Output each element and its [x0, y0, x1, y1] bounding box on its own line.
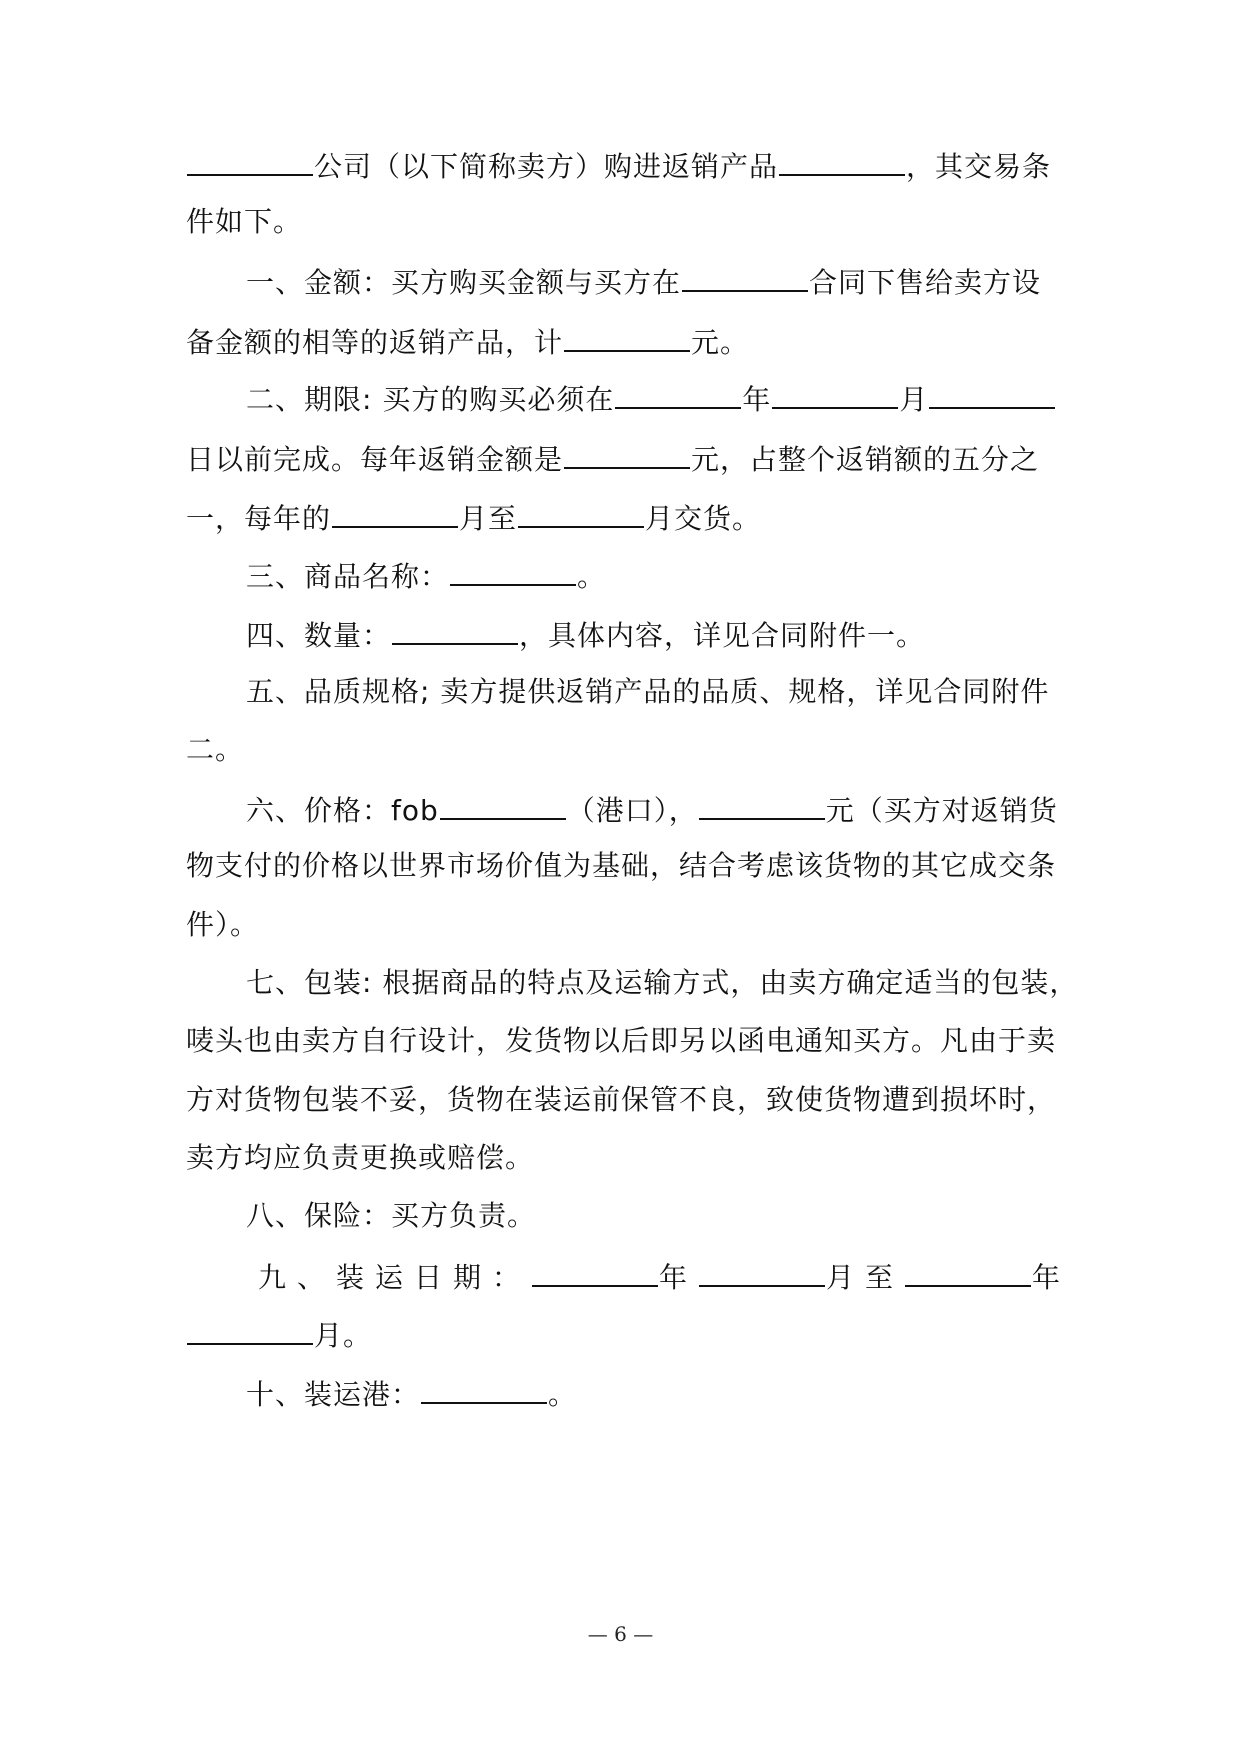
text-line-8	[246, 554, 1046, 597]
line-text: 二。	[186, 733, 245, 766]
line-text: 十、装运港：	[246, 1378, 421, 1411]
text-line-17	[186, 1080, 1057, 1120]
fill-blank[interactable]	[421, 1372, 547, 1404]
text-line-11	[186, 730, 1046, 770]
line-text: 一、金额：买方购买金额与买方在	[246, 266, 682, 299]
fill-blank[interactable]	[564, 437, 690, 469]
text-line-15	[246, 963, 1079, 1003]
line-text: 月	[899, 383, 929, 416]
fill-blank[interactable]	[772, 377, 898, 409]
text-line-10	[246, 672, 1050, 712]
line-text: 三、商品名称：	[246, 560, 450, 593]
line-text: 年	[742, 383, 772, 416]
line-text: 。	[577, 560, 607, 593]
line-text: 四、数量：	[246, 619, 392, 652]
text-line-12	[246, 788, 1058, 831]
line-text: 二、期限: 买方的购买必须在	[246, 383, 615, 416]
fill-blank[interactable]	[332, 496, 458, 528]
text-line-4	[186, 320, 1046, 363]
text-line-1	[186, 144, 1052, 187]
fill-blank[interactable]	[929, 377, 1055, 409]
line-text: 八、保险：买方负责。	[246, 1199, 537, 1232]
text-line-7	[186, 496, 1046, 539]
line-text: 六、价格：fob	[246, 794, 439, 827]
text-line-14	[186, 905, 1046, 945]
text-line-3	[246, 260, 1046, 303]
line-text: 五、品质规格; 卖方提供返销产品的品质、规格，详见合同附件	[246, 675, 1050, 708]
line-text: 件）。	[186, 908, 260, 941]
text-line-9	[246, 613, 1046, 656]
line-text: 月。	[314, 1319, 373, 1352]
fill-blank[interactable]	[392, 613, 518, 645]
page-number: — 6 —	[587, 1622, 654, 1646]
line-text: 月交货。	[645, 502, 762, 535]
line-text: 物支付的价格以世界市场价值为基础，结合考虑该货物的其它成交条	[186, 849, 1057, 882]
text-line-18	[186, 1138, 1046, 1178]
fill-blank[interactable]	[440, 788, 566, 820]
line-text: 元，占整个返销额的五分之	[691, 443, 1040, 476]
text-line-20	[258, 1255, 1072, 1298]
line-text: 备金额的相等的返销产品，计	[186, 326, 564, 359]
line-text: 年	[1032, 1261, 1072, 1294]
fill-blank[interactable]	[532, 1255, 658, 1287]
line-text: 。	[548, 1378, 578, 1411]
line-text: 九、装运日期：	[258, 1261, 532, 1294]
fill-blank[interactable]	[450, 554, 576, 586]
fill-blank[interactable]	[682, 260, 808, 292]
line-text: 元（买方对返销货	[825, 794, 1058, 827]
line-text: ，其交易条	[906, 150, 1052, 183]
text-line-2	[186, 202, 1046, 242]
line-text: 一，每年的	[186, 502, 332, 535]
line-text: 日以前完成。每年返销金额是	[186, 443, 564, 476]
line-text: 年	[659, 1261, 699, 1294]
fill-blank[interactable]	[905, 1255, 1031, 1287]
line-text: ，具体内容，详见合同附件一。	[519, 619, 926, 652]
fill-blank[interactable]	[518, 496, 644, 528]
fill-blank[interactable]	[187, 144, 313, 176]
line-text: 月至	[826, 1261, 905, 1294]
fill-blank[interactable]	[187, 1313, 313, 1345]
line-text: 元。	[691, 326, 750, 359]
line-text: 唛头也由卖方自行设计，发货物以后即另以函电通知买方。凡由于卖	[186, 1024, 1057, 1057]
line-text: 卖方均应负责更换或赔偿。	[186, 1141, 535, 1174]
text-line-13	[186, 846, 1057, 886]
text-line-19	[246, 1196, 1046, 1236]
fill-blank[interactable]	[699, 1255, 825, 1287]
fill-blank[interactable]	[615, 377, 741, 409]
text-line-16	[186, 1021, 1057, 1061]
text-line-5	[246, 377, 1046, 420]
fill-blank[interactable]	[564, 320, 690, 352]
text-line-6	[186, 437, 1046, 480]
line-text: 方对货物包装不妥，货物在装运前保管不良，致使货物遭到损坏时，	[186, 1083, 1057, 1116]
line-text: 合同下售给卖方设	[809, 266, 1042, 299]
text-line-21	[186, 1313, 1046, 1356]
line-text: 七、包装: 根据商品的特点及运输方式，由卖方确定适当的包装，	[246, 966, 1079, 999]
line-text: 件如下。	[186, 205, 303, 238]
line-text: 月至	[459, 502, 518, 535]
fill-blank[interactable]	[779, 144, 905, 176]
fill-blank[interactable]	[699, 788, 825, 820]
line-text: 公司（以下简称卖方）购进返销产品	[314, 150, 779, 183]
text-line-22	[246, 1372, 1046, 1415]
line-text: （港口），	[566, 794, 698, 827]
